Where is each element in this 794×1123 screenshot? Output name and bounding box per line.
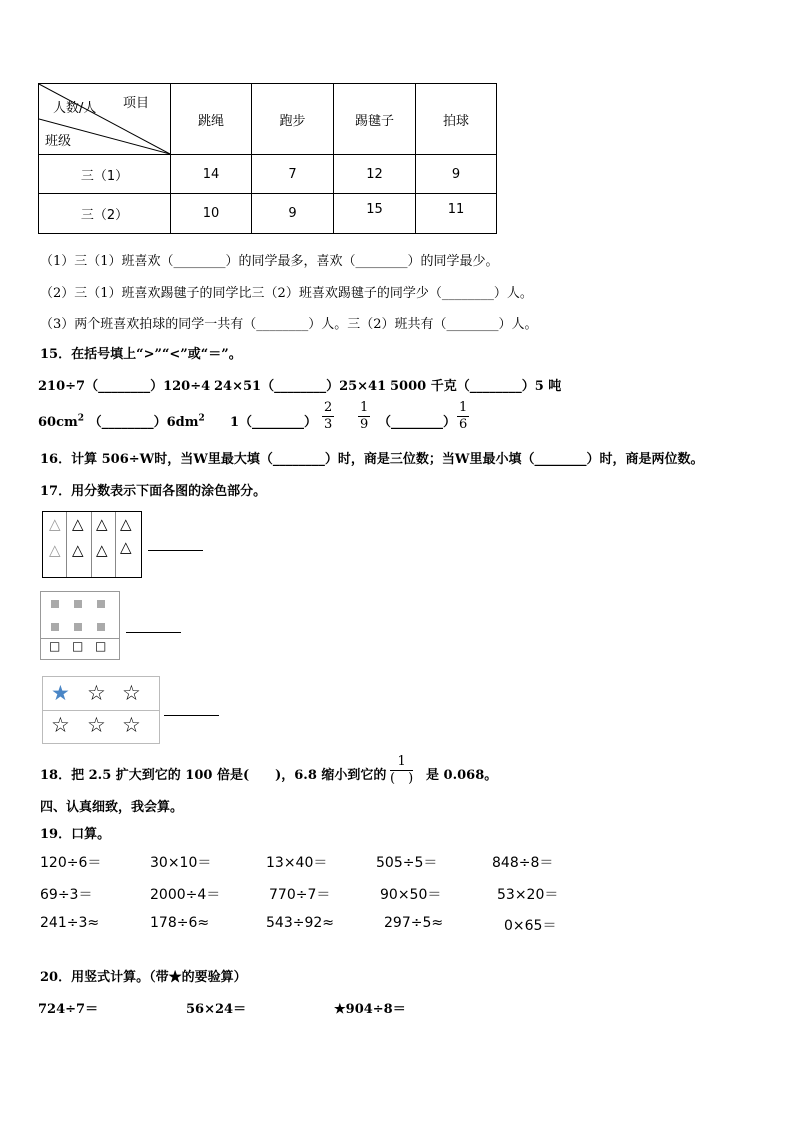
empty-square-icon: □: [72, 639, 84, 653]
triangle-icon: △: [120, 538, 132, 556]
table-cell: 15: [334, 194, 416, 234]
q15-compare-3: 5000 千克（________）5 吨: [390, 379, 562, 394]
oral-calc: 120÷6＝: [40, 855, 102, 871]
triangle-icon: △: [120, 515, 132, 533]
oral-calc: 178÷6≈: [150, 915, 210, 931]
triangle-icon: △: [96, 515, 108, 533]
filled-square: [74, 623, 82, 631]
corner-label-count: 人数/人: [53, 101, 97, 116]
section-heading: 四、认真细致，我会算。: [40, 800, 184, 815]
triangle-icon: △: [72, 541, 84, 559]
answer-line[interactable]: [164, 715, 219, 716]
table-cell: 10: [171, 194, 252, 234]
q14-part1: （1）三（1）班喜欢（________）的同学最多，喜欢（________）的同学最少。: [40, 254, 499, 269]
denominator: 9: [360, 417, 369, 432]
q15-title: 15．在括号填上“>”“<”或“＝”。: [40, 347, 242, 362]
q17-title: 17．用分数表示下面各图的涂色部分。: [40, 484, 267, 499]
q19-title: 19．口算。: [40, 827, 111, 842]
q15-compare-1: 210÷7（________）120÷4: [38, 379, 211, 394]
denominator: ( ): [390, 771, 414, 786]
star-icon: ☆: [51, 713, 70, 737]
empty-square-icon: □: [95, 639, 107, 653]
answer-line[interactable]: [148, 550, 203, 551]
area-left: 60cm: [38, 415, 78, 430]
oral-calc: 848÷8＝: [492, 855, 554, 871]
q15-compare-5: 1（________）: [230, 415, 318, 430]
table-header: 踢毽子: [334, 84, 416, 155]
table-cell: 11: [416, 194, 497, 234]
star-icon: ☆: [122, 713, 141, 737]
numerator: 2: [324, 400, 333, 415]
oral-calc: 53×20＝: [497, 887, 559, 903]
fraction-two-thirds: [322, 400, 334, 433]
oral-calc: 770÷7＝: [269, 887, 331, 903]
corner-label-class: 班级: [45, 134, 72, 149]
triangle-filled-icon: △: [49, 515, 61, 533]
row-label: 三（1）: [39, 155, 171, 194]
row-label: 三（2）: [39, 194, 171, 234]
area-mid: （________）6dm: [88, 415, 199, 430]
oral-calc: 297÷5≈: [384, 915, 444, 931]
numerator: 1: [390, 754, 413, 771]
q15-compare-2: 24×51（________）25×41: [214, 379, 387, 394]
table-header: 拍球: [416, 84, 497, 155]
denominator: 6: [459, 417, 468, 432]
oral-calc: 69÷3＝: [40, 887, 93, 903]
star-figure: [42, 676, 160, 744]
table-cell: 9: [416, 155, 497, 194]
filled-square: [51, 623, 59, 631]
survey-table: [38, 83, 497, 234]
triangle-icon: △: [96, 541, 108, 559]
star-filled-icon: ★: [51, 681, 70, 705]
table-row: [39, 194, 497, 234]
filled-square: [74, 600, 82, 608]
sup-right: 2: [198, 413, 205, 424]
fraction-one-over-blank: [390, 754, 413, 787]
triangle-filled-icon: △: [49, 541, 61, 559]
star-icon: ☆: [87, 713, 106, 737]
fraction-one-ninth: [358, 400, 370, 433]
numerator: 1: [360, 400, 369, 415]
table-corner-cell: [39, 84, 171, 155]
oral-calc: 543÷92≈: [266, 915, 334, 931]
q20-title: 20．用竖式计算。（带★的要验算）: [40, 970, 247, 985]
oral-calc: 2000÷4＝: [150, 887, 221, 903]
star-icon: ☆: [122, 681, 141, 705]
triangle-icon: △: [72, 515, 84, 533]
oral-calc: 90×50＝: [380, 887, 442, 903]
oral-calc: 30×10＝: [150, 855, 212, 871]
triangle-figure: [42, 511, 142, 578]
q15-blank: （________）: [378, 415, 457, 430]
q15-compare-4: [38, 411, 205, 430]
filled-square: [97, 600, 105, 608]
oral-calc: 241÷3≈: [40, 915, 100, 931]
sup-left: 2: [77, 413, 85, 424]
denominator: 3: [324, 417, 333, 432]
vertical-calc: ★904÷8＝: [334, 1002, 406, 1017]
star-icon: ☆: [87, 681, 106, 705]
oral-calc: 505÷5＝: [376, 855, 438, 871]
q14-part2: （2）三（1）班喜欢踢毽子的同学比三（2）班喜欢踢毽子的同学少（________）人。: [40, 286, 533, 301]
table-cell: 9: [252, 194, 334, 234]
fraction-one-sixth: [457, 400, 469, 433]
corner-label-item: 项目: [123, 96, 150, 111]
q18-text: 18．把 2.5 扩大到它的 100 倍是( )，6.8 缩小到它的: [40, 768, 387, 783]
empty-square-icon: □: [49, 639, 61, 653]
vertical-calc: 56×24＝: [186, 1002, 247, 1017]
table-header: 跑步: [252, 84, 334, 155]
table-cell: 7: [252, 155, 334, 194]
table-cell: 12: [334, 155, 416, 194]
q18-tail: 是 0.068。: [426, 768, 498, 783]
oral-calc: 13×40＝: [266, 855, 328, 871]
filled-square: [97, 623, 105, 631]
answer-line[interactable]: [126, 632, 181, 633]
filled-square: [51, 600, 59, 608]
table-header: 跳绳: [171, 84, 252, 155]
table-cell: 14: [171, 155, 252, 194]
numerator: 1: [459, 400, 468, 415]
q16-text: 16．计算 506÷W时，当W里最大填（________）时，商是三位数；当W里最小填（________）时，商是两位数。: [40, 452, 704, 467]
vertical-calc: 724÷7＝: [38, 1002, 99, 1017]
table-row: [39, 155, 497, 194]
oral-calc: 0×65＝: [504, 918, 557, 934]
q14-part3: （3）两个班喜欢拍球的同学一共有（________）人。三（2）班共有（________）人。: [40, 317, 538, 332]
square-figure: [40, 591, 120, 660]
